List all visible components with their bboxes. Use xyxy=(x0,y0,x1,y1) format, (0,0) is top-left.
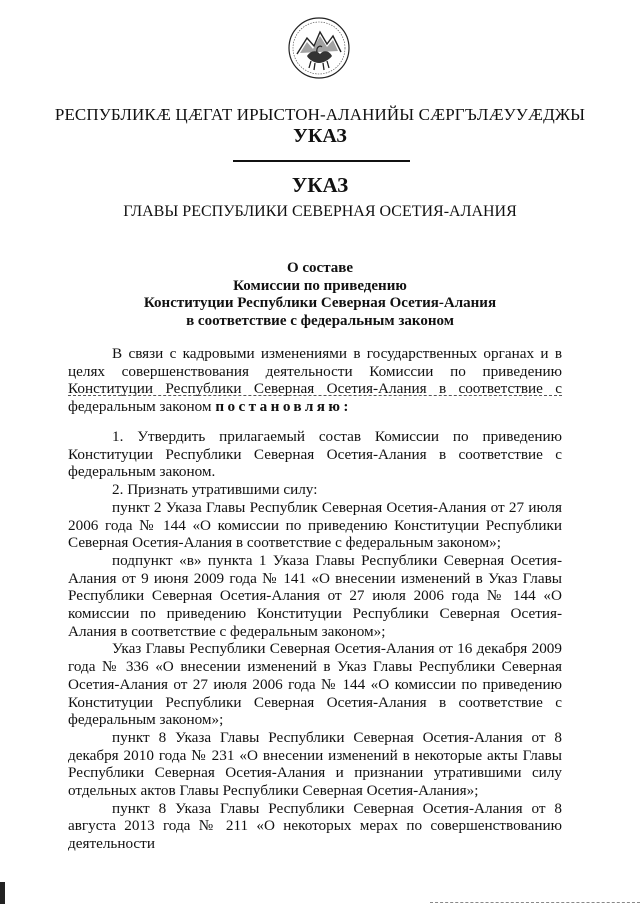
ukaz-title-russian: УКАЗ xyxy=(291,173,349,197)
coat-of-arms-icon xyxy=(287,16,351,80)
paragraph: 2. Признать утратившими силу: xyxy=(112,481,318,499)
ossetian-header: РЕСПУБЛИКӔ ЦӔГАТ ИРЫСТОН-АЛАНИЙЫ СӔРГЪЛӔУУӔДЖЫ xyxy=(54,105,586,124)
preamble-paragraph xyxy=(68,345,562,416)
subject-line: Комиссии по приведению xyxy=(233,277,407,294)
paragraph: пункт 8 Указа Главы Республики Северная Осетия-Алания от 8 августа 2013 года № 211 «О некоторых мерах по совершенствованию деятельности xyxy=(68,799,562,853)
ukaz-title-ossetian: УКАЗ xyxy=(293,125,347,147)
paragraph: подпункт «в» пункта 1 Указа Главы Республики Северная Осетия-Алания от 9 июня 2009 года № 141 «О внесении изменений в Указ Главы Республики Северная Осетия-Алания от 27 июля 2006 года № 144 «О комиссии по приведению Конституции Республики Северная Осетия-Алания в соответствие с федеральным законом»; xyxy=(68,551,562,640)
header-divider xyxy=(233,160,410,162)
paragraph: пункт 8 Указа Главы Республики Северная Осетия-Алания от 8 декабря 2010 года № 231 «О внесении изменений в некоторые акты Главы Республики Северная Осетия-Алания и признании утратившими силу отдельных актов Главы Республики Северная Осетия-Алания»; xyxy=(68,728,562,800)
handwritten-underline xyxy=(68,395,562,396)
issuing-authority: ГЛАВЫ РЕСПУБЛИКИ СЕВЕРНАЯ ОСЕТИЯ-АЛАНИЯ xyxy=(123,203,517,220)
decree-word: постановляю: xyxy=(215,398,352,416)
decree-body xyxy=(68,428,562,853)
scan-bottom-line xyxy=(430,902,640,903)
subject-line: Конституции Республики Северная Осетия-Алания xyxy=(143,295,497,311)
scan-edge-mark xyxy=(0,882,5,904)
decree-subject xyxy=(0,260,640,330)
paragraph: пункт 2 Указа Главы Республик Северная Осетия-Алания от 27 июля 2006 года № 144 «О комиссии по приведению Конституции Республики Северная Осетия-Алания в соответствие с федеральным законом»; xyxy=(68,498,562,552)
subject-line: в соответствие с федеральным законом xyxy=(186,312,454,329)
paragraph: Указ Главы Республики Северная Осетия-Алания от 16 декабря 2009 года № 336 «О внесении изменений в Указ Главы Республики Северная Осетия-Алания от 27 июля 2006 года № 144 «О комиссии по приведению Конституции Республики Северная Осетия-Алания в соответствие с федеральным законом»; xyxy=(68,640,562,729)
paragraph: 1. Утвердить прилагаемый состав Комиссии по приведению Конституции Республики Северная Осетия-Алания в соответствие с федеральным законом. xyxy=(68,428,562,481)
preamble-text: В связи с кадровыми изменениями в государственных органах и в целях совершенствования деятельности Комиссии по приведению Конституции Республики Северная Осетия-Алания в соответствие с федеральным законом xyxy=(68,345,562,416)
preamble xyxy=(68,345,562,416)
subject-line: О составе xyxy=(286,260,354,276)
